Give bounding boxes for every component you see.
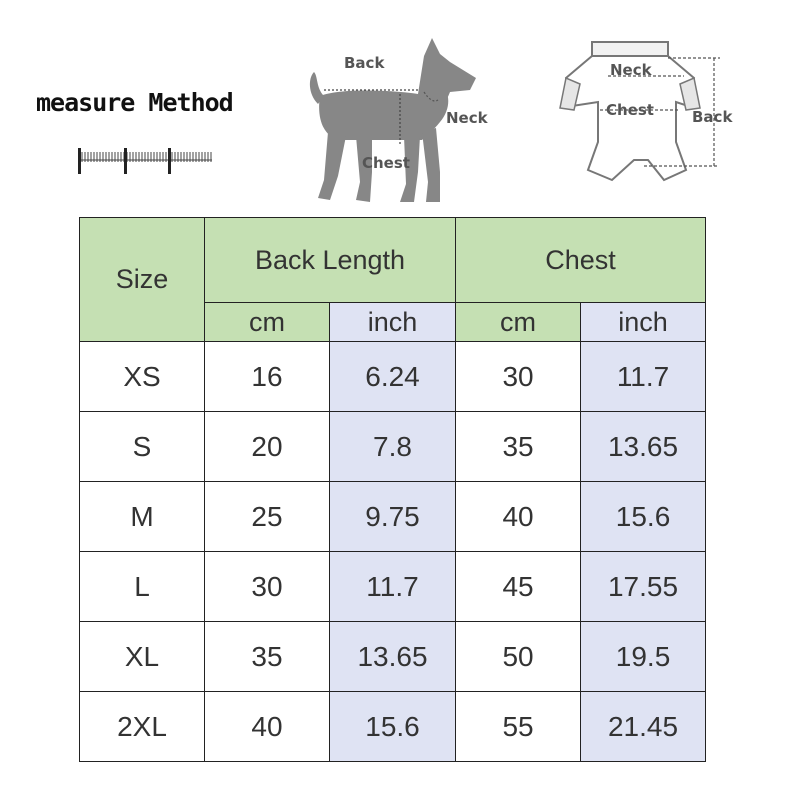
back-cm-cell: 16 bbox=[205, 342, 330, 412]
back-cm-cell: 30 bbox=[205, 552, 330, 622]
chest-inch-cell: 13.65 bbox=[581, 412, 706, 482]
chest-inch-cell: 17.55 bbox=[581, 552, 706, 622]
size-cell: L bbox=[80, 552, 205, 622]
chest-inch-unit-header: inch bbox=[581, 303, 706, 342]
back-length-header: Back Length bbox=[205, 218, 456, 303]
chest-inch-cell: 21.45 bbox=[581, 692, 706, 762]
size-cell: XS bbox=[80, 342, 205, 412]
size-cell: XL bbox=[80, 622, 205, 692]
chest-cm-cell: 55 bbox=[456, 692, 581, 762]
table-row bbox=[80, 342, 706, 412]
back-inch-cell: 6.24 bbox=[330, 342, 456, 412]
back-inch-cell: 11.7 bbox=[330, 552, 456, 622]
back-cm-unit-header: cm bbox=[205, 303, 330, 342]
dog-neck-label: Neck bbox=[446, 109, 488, 127]
table-row bbox=[80, 482, 706, 552]
shirt-chest-label: Chest bbox=[606, 101, 654, 119]
chest-inch-cell: 11.7 bbox=[581, 342, 706, 412]
back-cm-cell: 20 bbox=[205, 412, 330, 482]
chest-cm-cell: 45 bbox=[456, 552, 581, 622]
back-cm-cell: 40 bbox=[205, 692, 330, 762]
back-inch-cell: 13.65 bbox=[330, 622, 456, 692]
table-row bbox=[80, 622, 706, 692]
chest-inch-cell: 15.6 bbox=[581, 482, 706, 552]
dog-back-label: Back bbox=[344, 54, 385, 72]
chest-cm-unit-header: cm bbox=[456, 303, 581, 342]
shirt-back-label: Back bbox=[692, 108, 733, 126]
dog-chest-label: Chest bbox=[362, 154, 410, 172]
back-inch-unit-header: inch bbox=[330, 303, 456, 342]
chest-cm-cell: 50 bbox=[456, 622, 581, 692]
back-inch-cell: 7.8 bbox=[330, 412, 456, 482]
chest-cm-cell: 30 bbox=[456, 342, 581, 412]
back-inch-cell: 15.6 bbox=[330, 692, 456, 762]
back-cm-cell: 25 bbox=[205, 482, 330, 552]
chest-inch-cell: 19.5 bbox=[581, 622, 706, 692]
table-row bbox=[80, 412, 706, 482]
size-cell: 2XL bbox=[80, 692, 205, 762]
size-chart-table bbox=[79, 217, 706, 762]
size-cell: M bbox=[80, 482, 205, 552]
table-row bbox=[80, 552, 706, 622]
table-row bbox=[80, 692, 706, 762]
back-inch-cell: 9.75 bbox=[330, 482, 456, 552]
back-cm-cell: 35 bbox=[205, 622, 330, 692]
chest-cm-cell: 40 bbox=[456, 482, 581, 552]
measure-method-title: measure Method bbox=[36, 88, 233, 117]
ruler-icon bbox=[78, 144, 212, 176]
chest-cm-cell: 35 bbox=[456, 412, 581, 482]
chest-header: Chest bbox=[456, 218, 706, 303]
shirt-neck-label: Neck bbox=[610, 61, 652, 79]
size-cell: S bbox=[80, 412, 205, 482]
size-column-header: Size bbox=[80, 218, 205, 342]
